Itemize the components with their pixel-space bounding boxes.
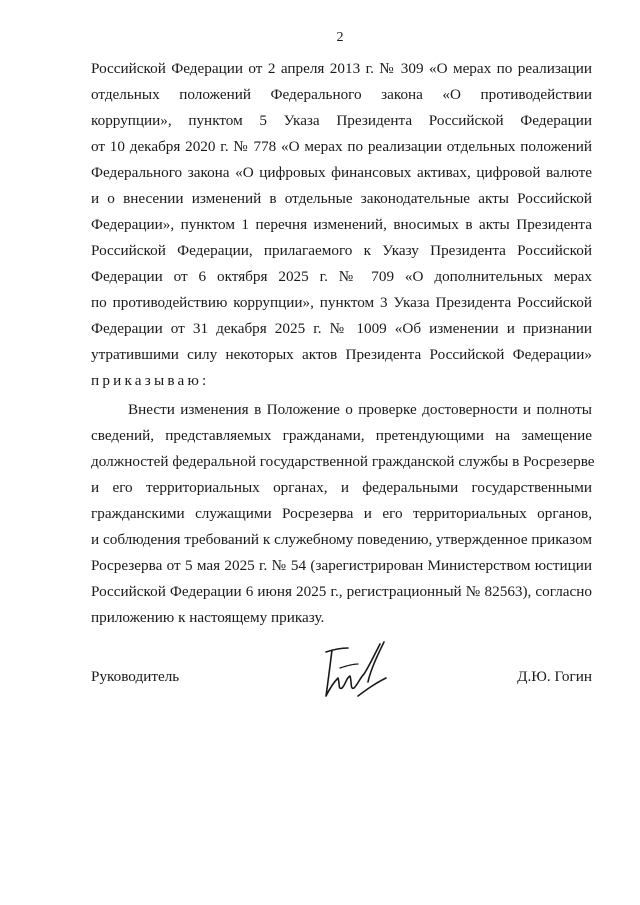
page-number: 2 — [336, 30, 344, 45]
paragraph-1-line: утратившими силу некоторых актов Президента Российской Федерации» — [91, 346, 592, 363]
paragraph-2-line: Российской Федерации 6 июня 2025 г., регистрационный № 82563), согласно — [91, 583, 592, 600]
paragraph-1-line: коррупции», пунктом 5 Указа Президента Российской Федерации — [91, 112, 592, 129]
paragraph-1-line: по противодействию коррупции», пунктом 3 Указа Президента Российской — [91, 294, 592, 311]
paragraph-1-line: Федерального закона «О цифровых финансовых активах, цифровой валюте — [91, 164, 592, 181]
paragraph-1-line: Российской Федерации от 2 апреля 2013 г. № 309 «О мерах по реализации — [91, 60, 592, 77]
paragraph-1-line: Федерации от 31 декабря 2025 г. № 1009 «Об изменении и признании — [91, 320, 592, 337]
paragraph-2-line: должностей федеральной государственной гражданской службы в Росрезерве — [91, 453, 595, 470]
paragraph-2-line: гражданскими служащими Росрезерва и его территориальных органов, — [91, 505, 592, 522]
paragraph-2-line: Росрезерва от 5 мая 2025 г. № 54 (зарегистрирован Министерством юстиции — [91, 557, 592, 574]
paragraph-2-line: сведений, представляемых гражданами, претендующими на замещение — [91, 427, 592, 444]
paragraph-1-line: Российской Федерации, прилагаемого к Указу Президента Российской — [91, 242, 592, 259]
handwritten-signature — [318, 638, 400, 708]
paragraph-1-line: Федерации», пунктом 1 перечня изменений, вносимых в акты Президента — [91, 216, 592, 233]
order-word: приказываю: — [91, 372, 210, 389]
paragraph-1-line: Федерации от 6 октября 2025 г. № 709 «О дополнительных мерах — [91, 268, 592, 285]
signatory-role: Руководитель — [91, 668, 180, 685]
paragraph-1-line: отдельных положений Федерального закона «О противодействии — [91, 86, 592, 103]
paragraph-1-line: и о внесении изменений в отдельные законодательные акты Российской — [91, 190, 592, 207]
signatory-name: Д.Ю. Гогин — [517, 668, 592, 685]
paragraph-2-line: Внести изменения в Положение о проверке достоверности и полноты — [128, 401, 592, 418]
paragraph-2-line: и соблюдения требований к служебному поведению, утвержденное приказом — [91, 531, 592, 548]
paragraph-2-line: приложению к настоящему приказу. — [91, 609, 325, 626]
paragraph-1-line: от 10 декабря 2020 г. № 778 «О мерах по реализации отдельных положений — [91, 138, 592, 155]
paragraph-2-line: и его территориальных органах, и федеральными государственными — [91, 479, 592, 496]
